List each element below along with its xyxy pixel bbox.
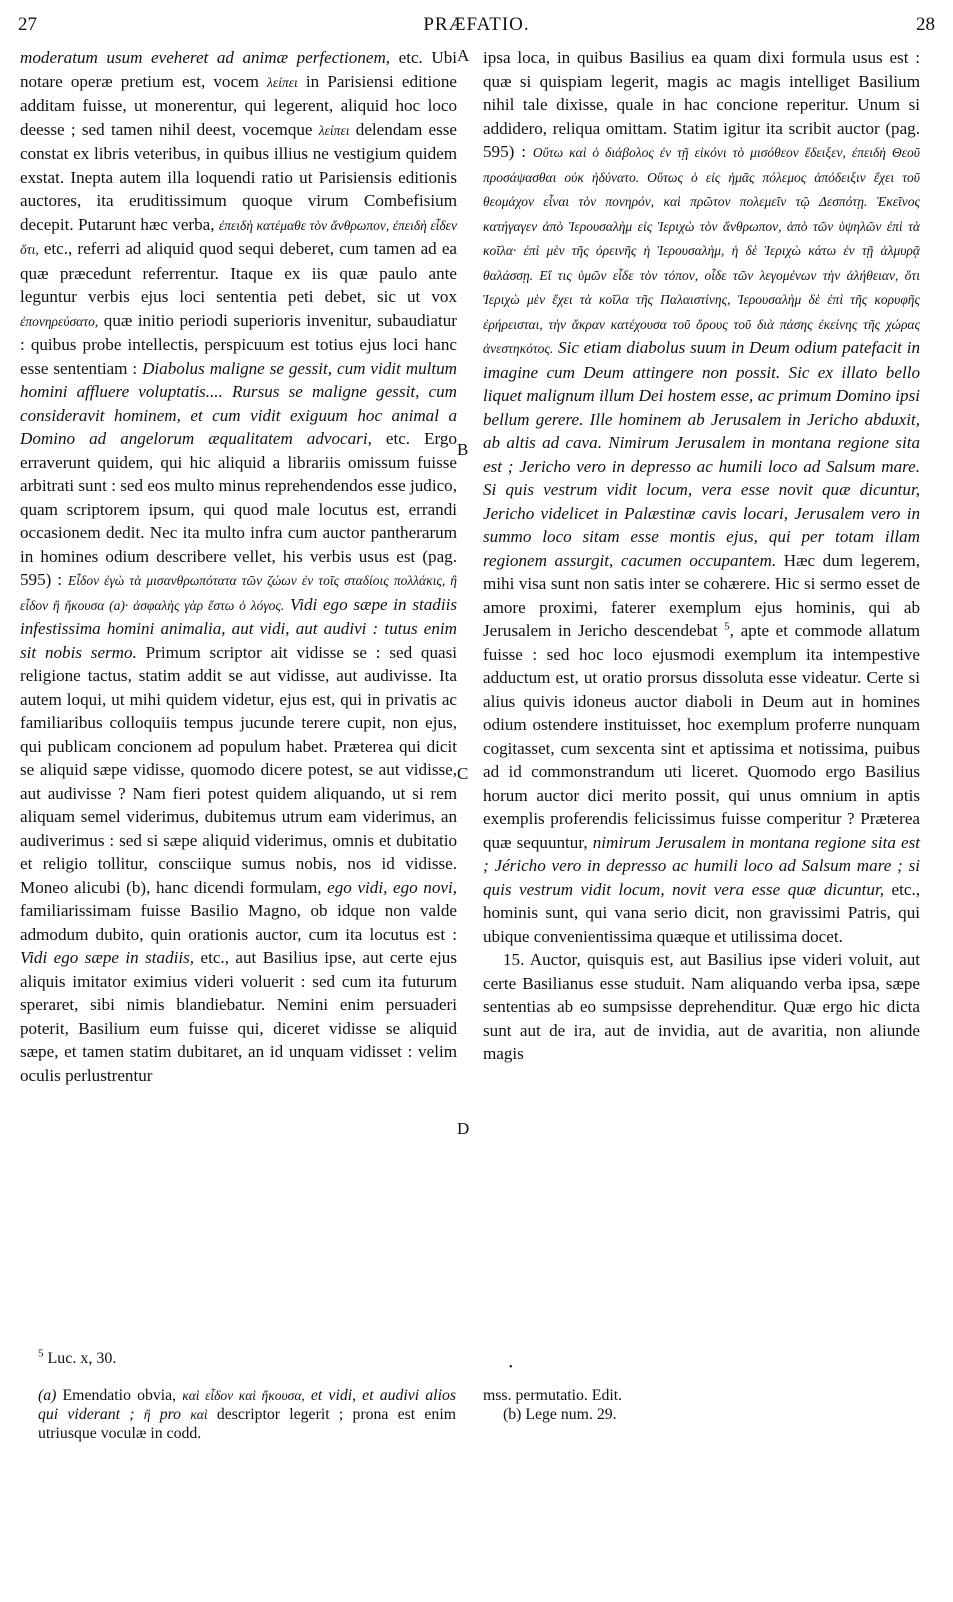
text: quæ initio periodi superioris invenitur, subaudiatur : quibus probe intellectis, perspicuum est totius ejus loci hanc esse sententiam :: [20, 310, 457, 378]
right-paragraph-15: 15. Auctor, quisquis est, aut Basilius ipse videri voluit, aut certe Basilianus esse studuit. Nam aliquando verba ipsa, sæpe sententias ab eo sumpsisse deprehenditur. Quæ ergo hic dicta sunt aut de ira, aut de invidia, aut de avaritia, non aliunde magis: [483, 950, 920, 1063]
right-paragraph: [483, 46, 920, 948]
footnote-right: [483, 1386, 913, 1424]
text: etc. Ergo erraverunt quidem, qui hic aliquid a librariis omissum fuisse arbitrati sunt : sed eos multo minus reprehendendos esse judico, quam scriptorem ipsum, qui quod male locutus est, errandi occasionem dedit. Nec ita multo infra cum auctor pantherarum in homines odium describere vellet, his verbis usus est (pag. 595) :: [20, 429, 458, 589]
greek-text: ἢ: [143, 1407, 151, 1422]
text: in Parisiensi editione additam fuisse, ut monerentur, qui legerent, aliquid hoc loco deesse ; sed tamen nihil deest, vocemque: [20, 71, 457, 139]
greek-text: Οὕτω καὶ ὁ διάβολος ἐν τῇ εἰκόνι τὸ μισόθεον ἔδειξεν, ἐπειδὴ Θεοῦ προσάψασθαι οὐκ ἠδύνατο. Οὕτως ὁ εἰς ἡμᾶς πόλεμος ἀπόδειξιν ἔχει τοῦ θεομάχον εἶναι τὸν πονηρόν, καὶ πρῶτον πολεμεῖν τῷ Δεσπότῃ. Ἐκεῖνος κατήγαγεν ἀπὸ Ἱερουσαλὴμ εἰς Ἱεριχὼ τὸν ἄνθρωπον, ἀπὸ τῶν ὑψηλῶν ἐπὶ τὰ κοῖλα· ἐπὶ μὲν τῆς ὀρεινῆς ἡ Ἱερουσαλὴμ, ἡ δὲ Ἱεριχὼ κάτω ἐν τῇ ἁλμυρᾷ θαλάσσῃ. Εἴ τις ὑμῶν εἶδε τὸν τόπον, οἶδε τῶν λεγομένων τὴν ἀλήθειαν, ὅτι Ἱεριχὼ μὲν ἔχει τὰ κοῖλα τῆς Παλαιστίνης, Ἱερουσαλὴμ δὲ ἐπὶ τῆς κορυφῆς ἐρήρεισται, τὴν ἄκραν κατέχουσα τοῦ ὄρους τοῦ διὰ πάσης ἐκείνης τῆς χώρας ἀνεστηκότος.: [483, 145, 920, 356]
greek-text: καὶ: [190, 1407, 208, 1422]
right-column: [483, 46, 920, 1066]
greek-text: λείπει: [267, 74, 298, 90]
left-column: [20, 46, 457, 1087]
text: Emendatio obvia,: [56, 1387, 183, 1404]
footnote-b: (b) Lege num. 29.: [503, 1406, 617, 1423]
text: etc., aut Basilius ipse, aut certe ejus aliquis imitator eximius videri voluerit : sed cum ita futurum speraret, sibi nimis blandiebatur. Nemini enim persuaderi poterit, Basilium eum fuisse qui, diceret vidisse se aliquid sæpe, et tamen statim dubitaret, an id unquam vidisset : velim oculis perlustrentur: [20, 948, 457, 1085]
text-italic: Vidi ego sæpe in stadiis,: [20, 948, 195, 967]
right-page-number: 28: [916, 14, 935, 35]
text-italic: et vidi, et audivi alios qui viderant ;: [38, 1387, 457, 1423]
text: descriptor legerit ; prona est enim utriusque voculæ in codd.: [38, 1406, 457, 1442]
text-italic: pro: [150, 1406, 191, 1423]
text-italic: nimirum Jerusalem in montana regione sita est ; Jéricho vero in depresso ac humili loco ad Salsum mare ; si quis vestrum vidit locum, novit vera esse quæ dicuntur,: [483, 832, 921, 899]
greek-text: λείπει: [318, 122, 350, 138]
running-title: PRÆFATIO.: [423, 14, 530, 35]
text: etc., referri ad aliquid quod sequi deberet, cum tamen ad ea quæ præcedunt referrentur. Itaque ex iis quæ paulo ante leguntur verbis ejus loci sententia peti debet, sic ut vox: [20, 239, 457, 306]
footnote-marker: 5: [724, 620, 730, 633]
margin-letter-d: D: [457, 1119, 470, 1138]
greek-text: Εἶδον ἐγὼ τὰ μισανθρωπότατα τῶν ζώων ἐν τοῖς σταδίοις πολλάκις, ἢ εἶδον ἢ ἤκουσα (a)· ἀσφαλὴς γὰρ ἔστω ὁ λόγος.: [20, 573, 457, 613]
text: delendam esse constat ex libris veteribus, in quibus illius ne vestigium quidem exstat. Inepta autem illa loquendi ratio ut Parisiensis editionis auctores, ita eruditissimum quoque virum Combefisium decepit. Putarunt hæc verba,: [20, 119, 457, 234]
footnote-text: Luc. x, 30.: [43, 1350, 117, 1367]
margin-letter-c: C: [457, 764, 469, 783]
margin-letter-a: A: [457, 46, 470, 65]
left-paragraph: [20, 46, 457, 1087]
text-italic: Sic etiam diabolus suum in Deum odium patefacit in imagine cum Deum attingere non possit. Sic ex illato bello liquet malignum illum Dei hostem esse, ac primum Domino ipsi bellum gerere. Ille hominem ab Jerusalem in Jericho abduxit, ab altis ad cava. Nimirum Jerusalem in montana regione sita est ; Jericho vero in depresso ac humili loco ad Salsum mare. Si quis vestrum vidit locum, vera esse novit quæ dicuntur, Jericho videlicet in Palæstinæ cavis locari, Jerusalem vero in summo loco sitam esse montis ejus, qui per totam illam regionem assurgit, cacumen occupantem.: [483, 338, 920, 570]
text: , apte et commode allatum fuisse : sed hoc loco ejusmodi exemplum ita intempestive adductum est, ut oratio prorsus dissoluta esse videatur. Certe si alius quivis idoneus auctor diaboli in Deum aut in homines odium ostendere instituisset, hoc exemplum proferre nunquam cogitasset, cum sexcenta sint et aptissima et notissima, puibus ad id commonstrandum uti liceret. Quomodo ergo Basilius horum auctor dici merito possit, qui unus omnium in aptis exemplis proferendis felicissimus fuisse comperitur ? Præterea quæ sequuntur,: [483, 621, 920, 852]
greek-text: καὶ εἶδον καὶ ἤκουσα,: [182, 1388, 305, 1403]
text-italic: ego vidi, ego novi,: [327, 877, 457, 897]
margin-letters: [457, 46, 479, 1346]
text: familiarissimam fuisse Basilio Magno, ob idque non valde admodum dubito, quin orationis auctor, cum ita locutus est :: [20, 901, 457, 944]
page-header: [18, 8, 935, 42]
footnote-a: [38, 1386, 456, 1443]
greek-text: ἐπειδὴ κατέμαθε τὸν ἄνθρωπον, ἐπειδὴ εἶδεν ὅτι,: [20, 217, 457, 257]
footnote-number: 5: [38, 1347, 44, 1360]
left-page-number: 27: [18, 14, 37, 35]
footnote-5: [38, 1347, 117, 1368]
text: Primum scriptor ait vidisse se : sed quasi religione tactus, statim addit se aut vidisse, aut audivisse. Ita autem loqui, ut mihi quidem videtur, ejus est, qui in privatis ac familiaribus colloquiis tempus jucunde terere cupit, non ejus, qui publicam concionem ad populum habet. Præterea qui dicit se aliquid sæpe vidisse, quomodo dicere potest, se aut vidisse, aut audivisse ? Nam fieri potest quidem aliquando, ut si rem aliquam semel viderimus, dubitemus utrum eam viderimus, an audiverimus : sed si sæpe aliquid viderimus, omnis et dubitatio et religio tollitur, consciique sumus nobis, nos id vidisse. Moneo alicubi (b), hanc dicendi formulam,: [20, 642, 458, 897]
text: etc. Ubi notare operæ pretium est, vocem: [20, 48, 457, 91]
footnote-continuation: mss. permutatio. Edit.: [483, 1387, 623, 1404]
text-italic: Diabolus maligne se gessit, cum vidit multum homini affluere voluptatis.... Rursus se maligne gessit, cum consideravit hominem, et cum vidit exiguum hoc animal a Domino ad angelorum æqualitatem advocari,: [20, 358, 457, 448]
text-italic: moderatum usum eveheret ad animæ perfectionem,: [20, 48, 391, 67]
greek-text: ἐπονηρεύσατο,: [20, 313, 99, 329]
text-italic: Vidi ego sæpe in stadiis infestissima homini animalia, aut vidi, aut audivi : tutus enim sit nobis sermo.: [20, 594, 457, 662]
margin-letter-b: B: [457, 440, 469, 459]
text: Hæc dum legerem, mihi visa sunt non satis inter se cohærere. Hic si sermo esset de amore proximi, faterer exemplum ejus hominis, qui ab Jerusalem in Jericho descendebat: [483, 550, 920, 640]
text: etc., hominis sunt, qui vana serio dicit, non gravissimi Patris, qui ubique convenientissima quæque et utilissima docet.: [483, 879, 921, 946]
ornament-dot: •: [509, 1362, 513, 1373]
text: ipsa loca, in quibus Basilius ea quam dixi formula usus est : quæ si quispiam legerit, magis ac magis intelliget Basilium nihil tale dixisse, quale in hac concione reperitur. Unum si addidero, reliqua omittam. Statim igitur ita scribit auctor (pag. 595) :: [483, 48, 920, 161]
footnote-mark: (a): [38, 1387, 57, 1404]
